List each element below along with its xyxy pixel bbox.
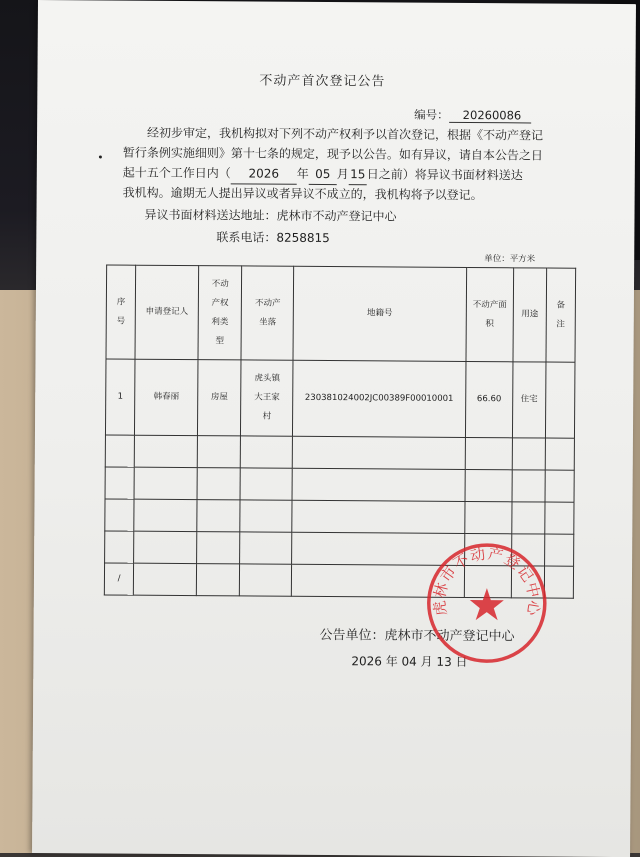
- paragraph-line-2: 暂行条例实施细则》第十七条的规定，现予以公告。如有异议，请自本公告之日: [122, 145, 543, 163]
- header-right-type: 不动 产权 利类 型: [198, 266, 242, 360]
- notice-date: 2026 年 04 月 13 日: [351, 654, 468, 670]
- cell-applicant: 韩春丽: [135, 359, 198, 435]
- last-row-mark: /: [104, 563, 133, 595]
- registration-table: [104, 264, 576, 598]
- header-usage: 用途: [513, 268, 546, 362]
- table-row-empty: [105, 499, 574, 534]
- margin-dot: [99, 155, 102, 158]
- header-parcel-no: 地籍号: [293, 266, 466, 361]
- objection-address: 异议书面材料送达地址：虎林市不动产登记中心: [144, 207, 397, 224]
- notice-paper: [32, 0, 636, 857]
- cell-right-type: 房屋: [198, 360, 242, 436]
- cell-usage: 住宅: [513, 362, 546, 438]
- serial-number-line: [414, 107, 531, 124]
- contact-phone: 联系电话：8258815: [216, 230, 330, 246]
- unit-label: 单位：平方米: [484, 254, 536, 265]
- paragraph-line-1: 经初步审定，我机构拟对下列不动产权利予以首次登记，根据《不动产登记: [147, 125, 544, 143]
- cell-parcel-no: 230381024002JC00389F00010001: [293, 360, 466, 437]
- header-area: 不动产面 积: [466, 267, 514, 361]
- cell-location: 虎头镇 大王家 村: [241, 360, 294, 436]
- table-row-last: [104, 563, 573, 598]
- table-row-empty: [105, 435, 574, 470]
- header-applicant: 申请登记人: [135, 265, 198, 359]
- month-suffix: 月: [336, 167, 349, 182]
- header-remark: 备 注: [546, 268, 576, 362]
- table-row-empty: [105, 467, 574, 502]
- table-row: [105, 359, 575, 438]
- year-suffix: 年: [296, 166, 309, 181]
- header-location: 不动产 坐落: [241, 266, 294, 360]
- serial-number: 20260086: [449, 108, 532, 124]
- seal-text: 虎林市不动产登记中心: [430, 544, 544, 618]
- deadline-day: 15: [349, 164, 367, 185]
- deadline-month: 05: [309, 164, 337, 185]
- deadline-year: 2026: [231, 163, 297, 184]
- notice-unit: 公告单位：虎林市不动产登记中心: [319, 627, 515, 645]
- table-row-empty: [105, 531, 574, 566]
- document-title: 不动产首次登记公告: [259, 73, 386, 90]
- table-header-row: [106, 265, 576, 362]
- deadline-intro: 起十五个工作日内（: [122, 165, 231, 181]
- serial-label: 编号：: [414, 107, 449, 122]
- cell-area: 66.60: [465, 361, 513, 437]
- paragraph-line-4: 我机构。逾期无人提出异议或者异议不成立的，我机构将予以登记。: [122, 185, 483, 203]
- cell-seq: 1: [105, 359, 135, 435]
- header-seq: 序 号: [106, 265, 136, 359]
- deadline-outro: 日之前）将异议书面材料送达: [366, 167, 523, 183]
- cell-remark: [545, 362, 575, 438]
